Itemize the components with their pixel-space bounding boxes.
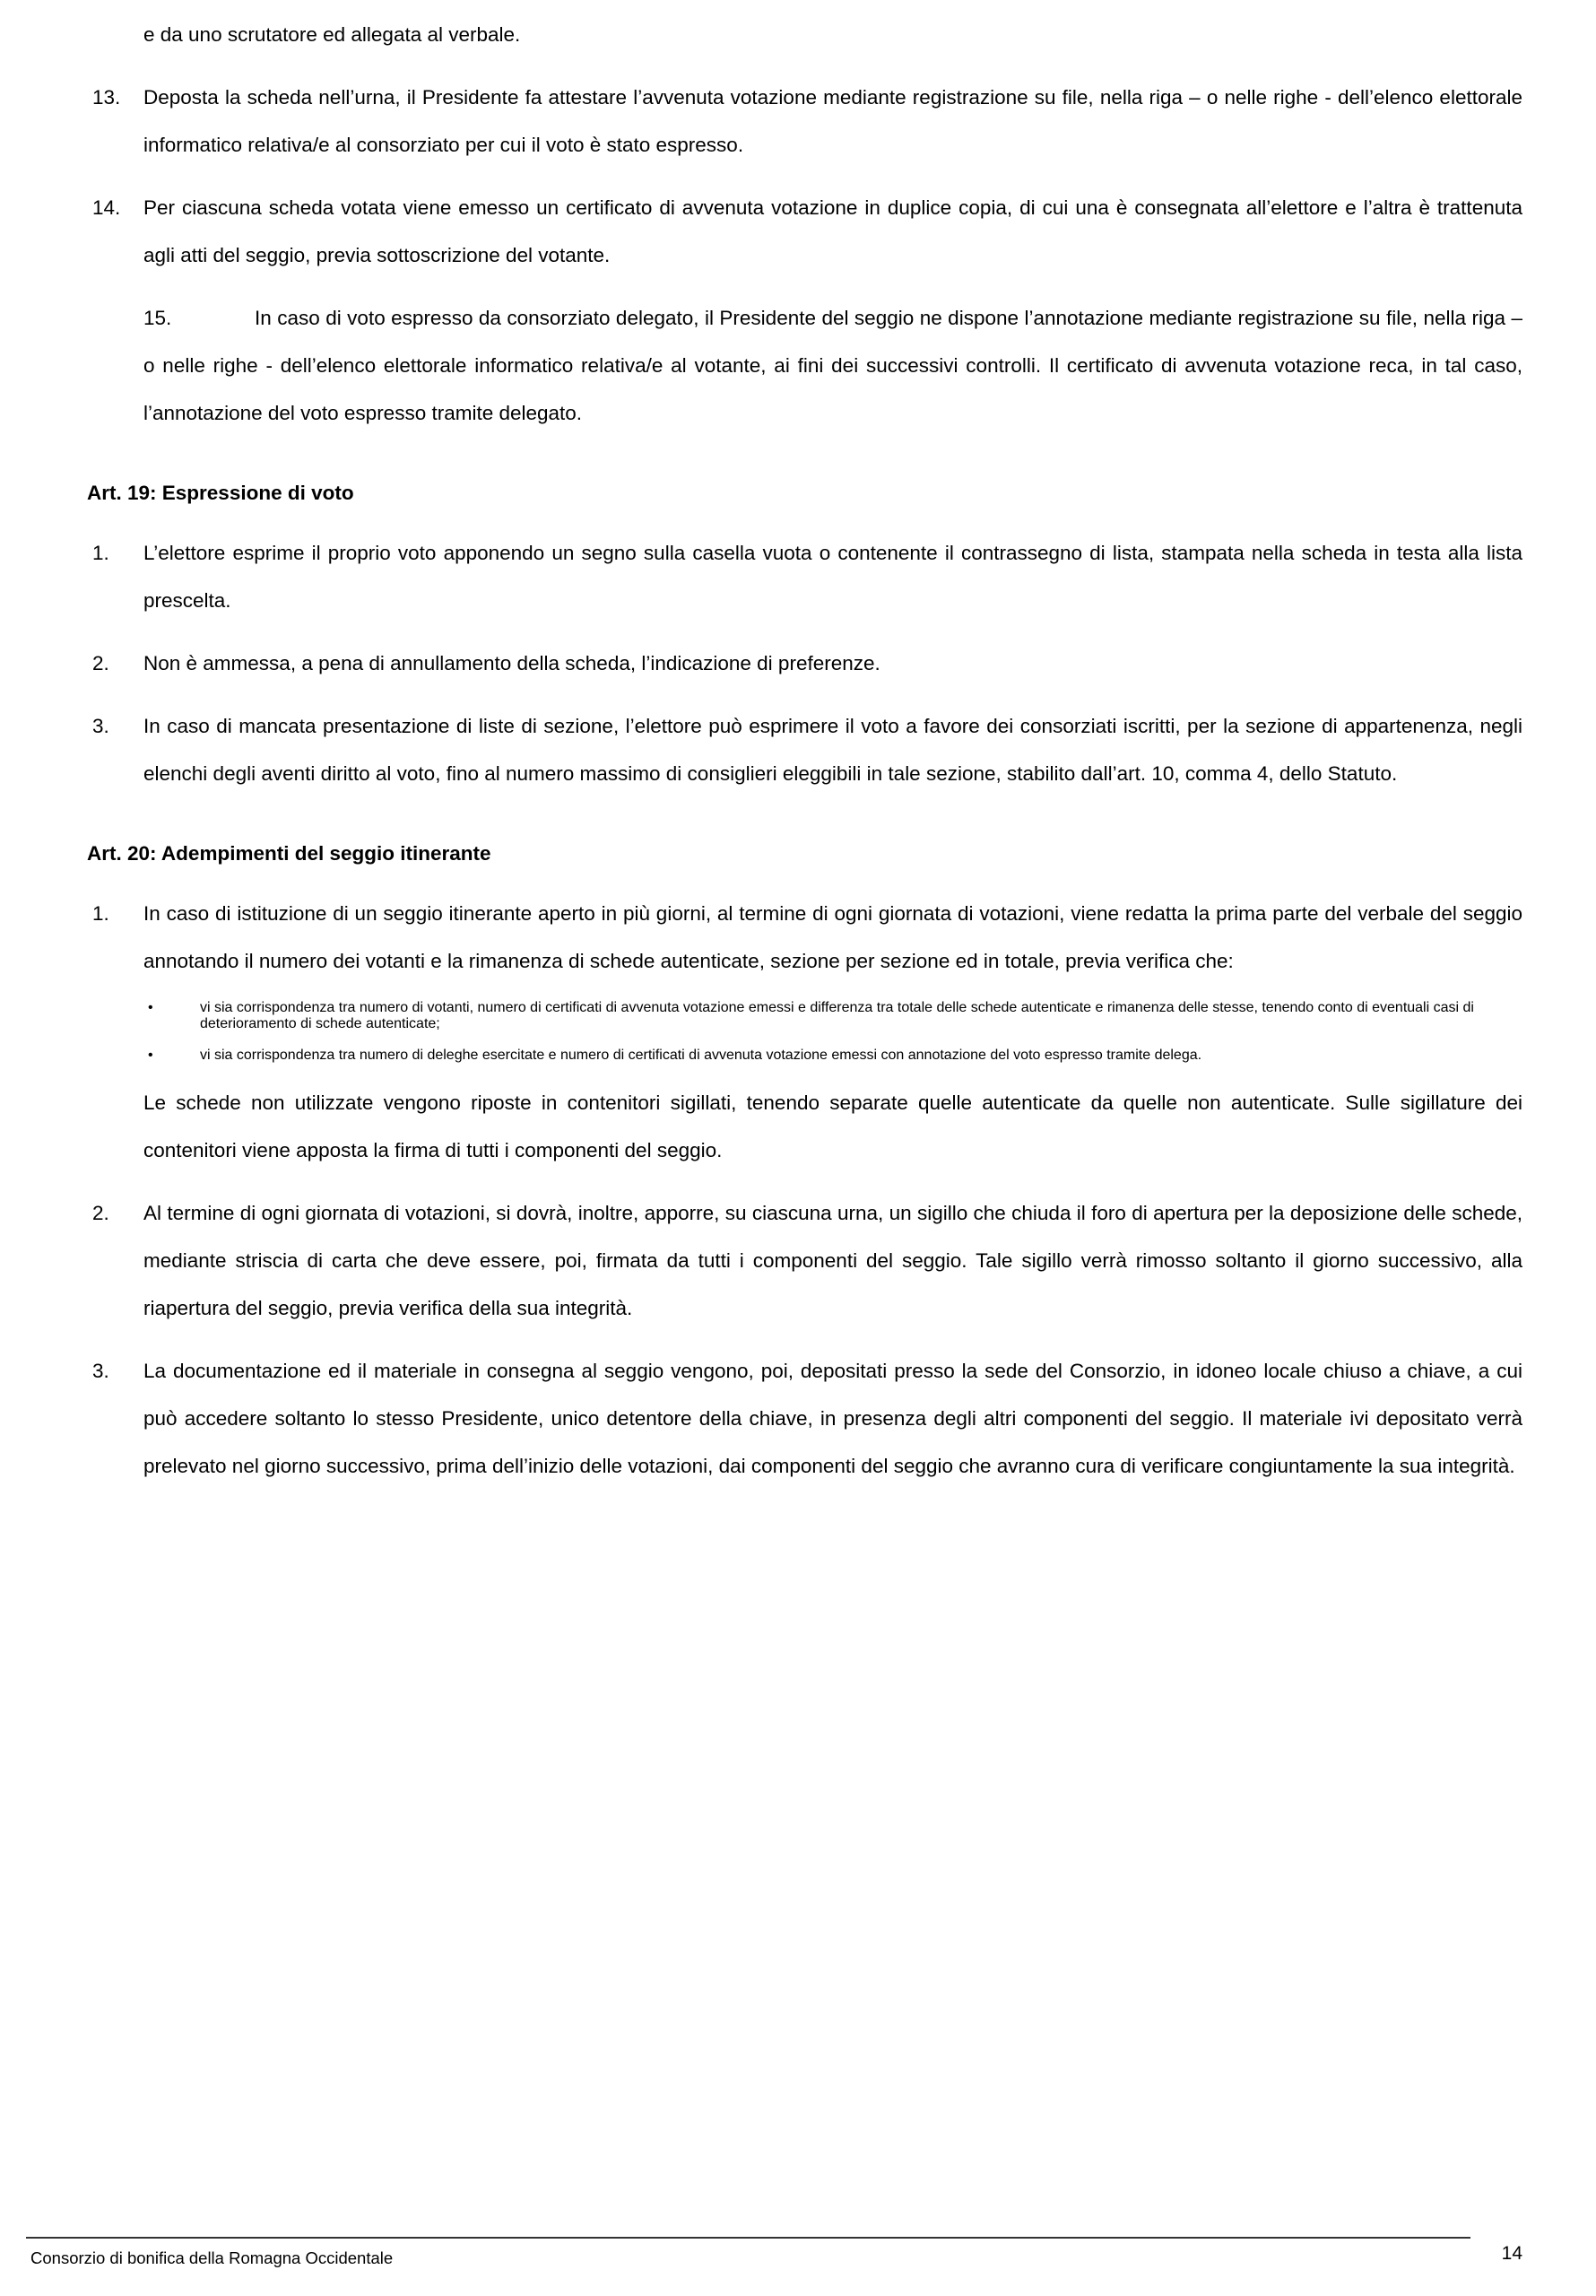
bullet-item [87,1000,1522,1032]
article-19-heading: Art. 19: Espressione di voto [87,482,354,504]
item-number: 2. [92,652,109,674]
bullet-icon: • [148,1000,153,1015]
item-number: 1. [92,542,109,564]
item-text: In caso di mancata presentazione di liste di sezione, l’elettore può esprimere il voto a favore dei consorziati iscritti, per la sezione di appartenenza, negli elenchi degli aventi diritto al voto, fino al numero massimo di consiglieri eleggibili in tale sezione, stabilito dall’art. 10, comma 4, dello Statuto. [143,715,1522,785]
item-number: 15. [143,307,172,329]
bullet-item [87,1048,1522,1064]
intro-continuation-line: e da uno scrutatore ed allegata al verbale. [143,23,521,46]
item-number: 14. [92,196,121,219]
item-number: 3. [92,1360,109,1382]
bullet-text: vi sia corrispondenza tra numero di deleghe esercitate e numero di certificati di avvenuta votazione emessi con annotazione del voto espresso tramite delega. [200,1048,1202,1063]
footer-organization: Consorzio di bonifica della Romagna Occidentale [30,2248,394,2267]
list-item-15 [87,294,1522,437]
footer-divider [26,2237,1470,2239]
item-text: Non è ammessa, a pena di annullamento della scheda, l’indicazione di preferenze. [143,652,880,674]
page-content [87,11,1522,1490]
art20-item-3 [87,1347,1522,1490]
item-text: In caso di istituzione di un seggio itinerante aperto in più giorni, al termine di ogni giornata di votazioni, viene redatta la prima parte del verbale del seggio annotando il numero dei votanti e la rimanenza di schede autenticate, sezione per sezione ed in totale, previa verifica che: [143,902,1522,972]
bullet-text: vi sia corrispondenza tra numero di votanti, numero di certificati di avvenuta votazione emessi e differenza tra totale delle schede autenticate e rimanenza delle stesse, tenendo conto di eventuali casi di deterioramento di schede autenticate; [200,1000,1474,1031]
page-number: 14 [1501,2243,1522,2264]
item-text: Per ciascuna scheda votata viene emesso un certificato di avvenuta votazione in duplice copia, di cui una è consegnata all’elettore e l’altra è trattenuta agli atti del seggio, previa sottoscrizione del votante. [143,196,1522,266]
item-number: 1. [92,902,109,925]
item-text: L’elettore esprime il proprio voto apponendo un segno sulla casella vuota o contenente il contrassegno di lista, stampata nella scheda in testa alla lista prescelta. [143,542,1522,612]
item-text: Deposta la scheda nell’urna, il Presidente fa attestare l’avvenuta votazione mediante registrazione su file, nella riga – o nelle righe - dell’elenco elettorale informatico relativa/e al consorziato per cui il voto è stato espresso. [143,86,1522,156]
art19-item-3 [87,702,1522,797]
art19-item-1 [87,529,1522,624]
item-text: La documentazione ed il materiale in consegna al seggio vengono, poi, depositati presso la sede del Consorzio, in idoneo locale chiuso a chiave, a cui può accedere soltanto lo stesso Presidente, unico detentore della chiave, in presenza degli altri componenti del seggio. Il materiale ivi depositato verrà prelevato nel giorno successivo, prima dell’inizio delle votazioni, dai componenti del seggio che avranno cura di verificare congiuntamente la sua integrità. [143,1360,1522,1477]
list-item-13 [87,74,1522,169]
item-text: In caso di voto espresso da consorziato delegato, il Presidente del seggio ne dispone l’annotazione mediante registrazione su file, nella riga – o nelle righe - dell’elenco elettorale informatico relativa/e al votante, ai fini dei successivi controlli. Il certificato di avvenuta votazione reca, in tal caso, l’annotazione del voto espresso tramite delegato. [143,307,1522,424]
art19-item-2 [87,639,1522,687]
item-number: 13. [92,86,121,109]
item-number: 2. [92,1202,109,1224]
art20-item-1-continuation: Le schede non utilizzate vengono riposte in contenitori sigillati, tenendo separate quelle autenticate da quelle non autenticate. Sulle sigillature dei contenitori viene apposta la firma di tutti i componenti del seggio. [143,1091,1522,1161]
item-number: 3. [92,715,109,737]
art20-item-2 [87,1189,1522,1332]
item-text: Al termine di ogni giornata di votazioni, si dovrà, inoltre, apporre, su ciascuna urna, un sigillo che chiuda il foro di apertura per la deposizione delle schede, mediante striscia di carta che deve essere, poi, firmata da tutti i componenti del seggio. Tale sigillo verrà rimosso soltanto il giorno successivo, alla riapertura del seggio, previa verifica della sua integrità. [143,1202,1522,1319]
article-20-heading: Art. 20: Adempimenti del seggio itinerante [87,842,491,865]
bullet-icon: • [148,1048,153,1063]
list-item-14 [87,184,1522,279]
art20-item-1 [87,890,1522,985]
